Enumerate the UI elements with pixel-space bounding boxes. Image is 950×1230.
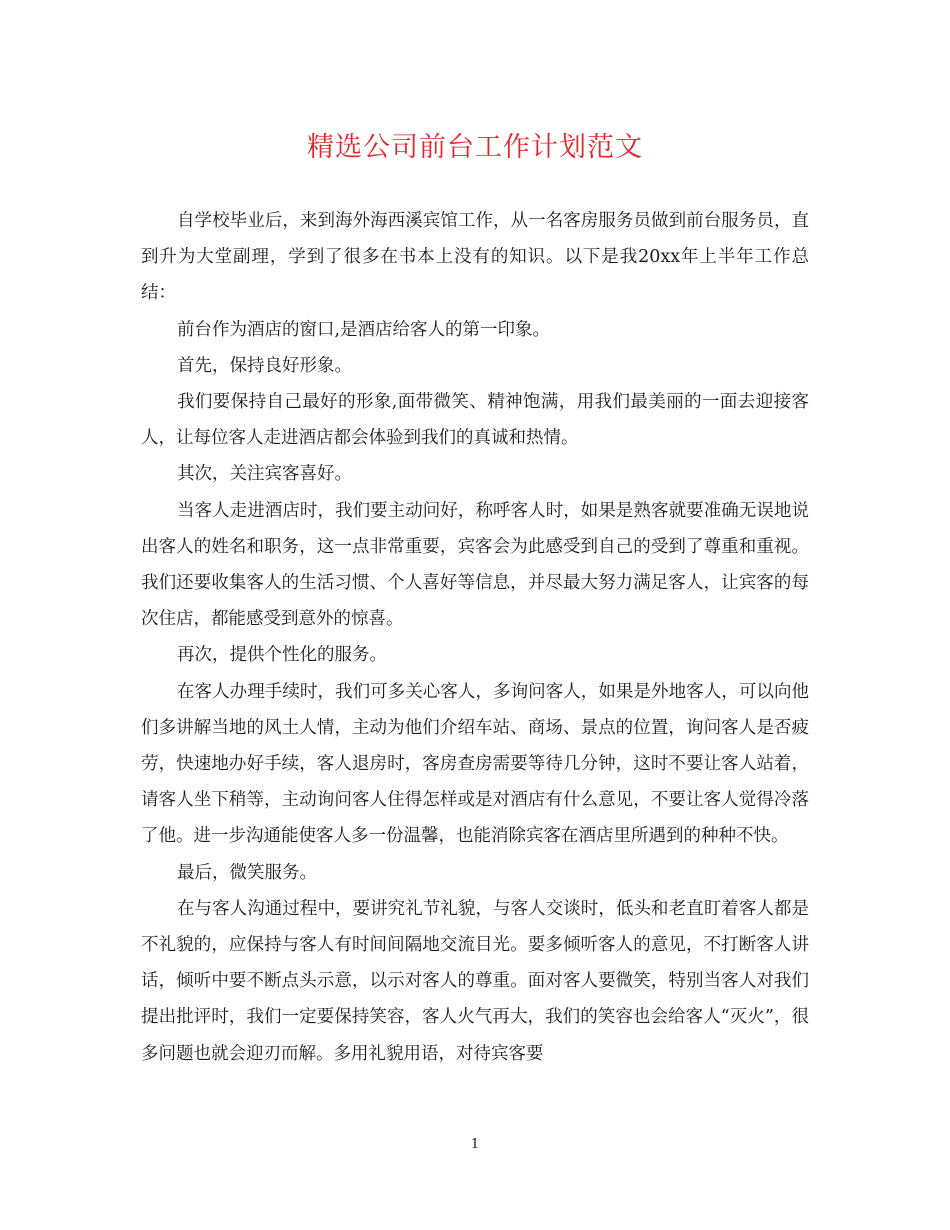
paragraph: 再次，提供个性化的服务。 [177,645,387,666]
paragraph: 前台作为酒店的窗口,是酒店给客人的第一印象。 [177,319,551,340]
paragraph: 我们要保持自己最好的形象,面带微笑、精神饱满，用我们最美丽的一面去迎接客人，让每位客人走进酒店都会体验到我们的真诚和热情。 [141,392,809,449]
document-title: 精选公司前台工作计划范文 [307,132,643,163]
document-body [141,203,809,1072]
page-number: 1 [470,1137,480,1152]
paragraph: 其次，关注宾客喜好。 [177,464,352,485]
paragraph: 自学校毕业后，来到海外海西溪宾馆工作，从一名客房服务员做到前台服务员，直到升为大堂副理，学到了很多在书本上没有的知识。以下是我20xx年上半年工作总结： [141,211,809,304]
paragraph: 当客人走进酒店时，我们要主动问好，称呼客人时，如果是熟客就要准确无误地说出客人的姓名和职务，这一点非常重要，宾客会为此感受到自己的受到了尊重和重视。我们还要收集客人的生活习惯、个人喜好等信息，并尽最大努力满足客人，让宾客的每次住店，都能感受到意外的惊喜。 [141,500,809,630]
paragraph: 首先，保持良好形象。 [177,355,352,376]
paragraph: 在与客人沟通过程中，要讲究礼节礼貌，与客人交谈时，低头和老直盯着客人都是不礼貌的，应保持与客人有时间间隔地交流目光。要多倾听客人的意见，不打断客人讲话，倾听中要不断点头示意，以示对客人的尊重。面对客人要微笑，特别当客人对我们提出批评时，我们一定要保持笑容，客人火气再大，我们的笑容也会给客人“灭火”，很多问题也就会迎刃而解。多用礼貌用语，对待宾客要 [141,898,809,1064]
paragraph: 最后，微笑服务。 [177,862,317,883]
paragraph: 在客人办理手续时，我们可多关心客人，多询问客人，如果是外地客人，可以向他们多讲解当地的风土人情，主动为他们介绍车站、商场、景点的位置，询问客人是否疲劳，快速地办好手续，客人退房时，客房查房需要等待几分钟，这时不要让客人站着，请客人坐下稍等，主动询问客人住得怎样或是对酒店有什么意见，不要让客人觉得冷落了他。进一步沟通能使客人多一份温馨，也能消除宾客在酒店里所遇到的种种不快。 [141,681,809,847]
